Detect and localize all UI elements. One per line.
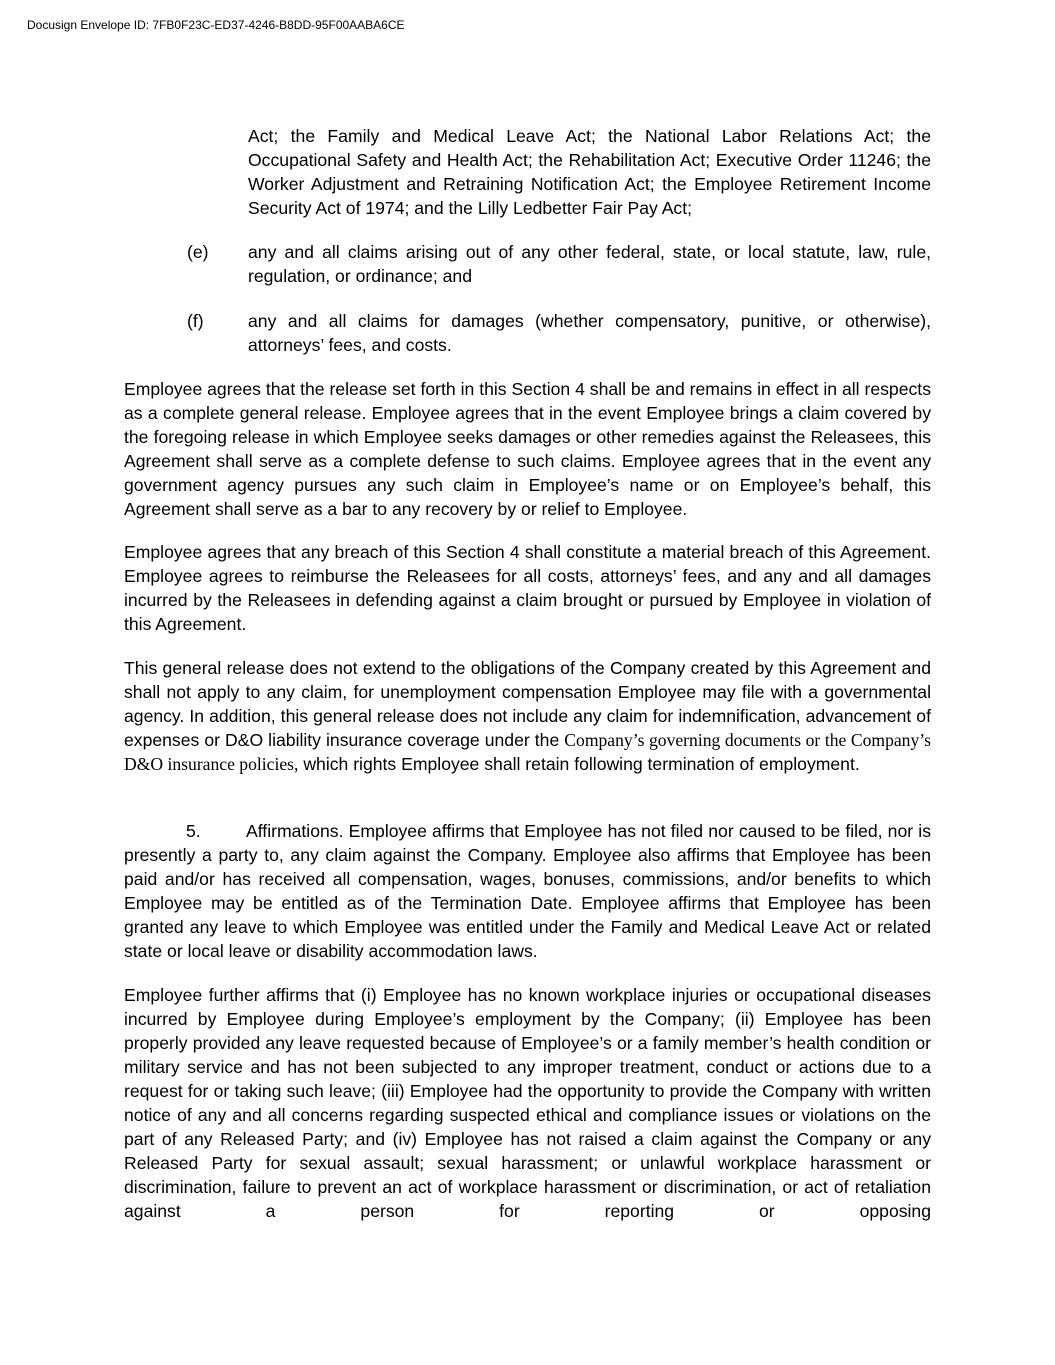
section-number: 5. <box>186 821 201 841</box>
scope-text-part2: which rights Employee shall retain following termination of employment. <box>303 754 860 774</box>
paragraph-further-affirms: Employee further affirms that (i) Employee has no known workplace injuries or occupational diseases incurred by Employee during Employee’s employment by the Company; (ii) Employee has been properly provided any leave requested because of Employee’s or a family member’s health condition or military service and has not been subjected to any improper treatment, conduct or actions due to a request for or taking such leave; (iii) Employee had the opportunity to provide the Company with written notice of any and all concerns regarding suspected ethical and compliance issues or violations on the part of any Released Party; and (iv) Employee has not raised a claim against the Company or any Released Party for sexual assault; sexual harassment; or unlawful workplace harassment or discrimination, failure to prevent an act of workplace harassment or discrimination, or act of retaliation against a person for reporting or opposing <box>124 985 931 1221</box>
section-text: Employee affirms that Employee has not filed nor caused to be filed, nor is presently a party to, any claim against the Company. Employee also affirms that Employee has been paid and/or has received all compensation, wages, bonuses, commissions, and/or benefits to which Employee may be entitled as of the Termination Date. Employee affirms that Employee has been granted any leave to which Employee was entitled under the Family and Medical Leave Act or related state or local leave or disability accommodation laws. <box>124 821 931 961</box>
paragraph-breach: Employee agrees that any breach of this Section 4 shall constitute a material breach of this Agreement. Employee agrees to reimburse the Releasees for all costs, attorneys’ fees, and any and all damages incurred by the Releasees in defending against a claim brought or pursued by Employee in violation of this Agreement. <box>124 542 931 634</box>
scope-text-part1: This general release does not extend to the obligations of the Company created by this Agreement and shall not apply to any claim, for unemployment compensation Employee may file with a governmental agency. In addition, this general release does not include any claim for indemnification, advancement of expenses or D&O liability insurance coverage under the <box>124 658 931 750</box>
section-5-affirmations <box>124 819 931 963</box>
list-item-text: any and all claims for damages (whether compensatory, punitive, or otherwise), attorneys’ fees, and costs. <box>248 311 931 355</box>
docusign-envelope-id: Docusign Envelope ID: 7FB0F23C-ED37-4246-B8DD-95F00AABA6CE <box>27 18 405 32</box>
release-list-continuation: Act; the Family and Medical Leave Act; the National Labor Relations Act; the Occupational Safety and Health Act; the Rehabilitation Act; Executive Order 11246; the Worker Adjustment and Retraining Notification Act; the Employee Retirement Income Security Act of 1974; and the Lilly Ledbetter Fair Pay Act; <box>248 126 931 218</box>
scope-text-serif: Company’s governing documents or the Company’s D&O insurance policies, <box>124 730 932 774</box>
list-item-label: (f) <box>187 311 204 331</box>
list-item-text: any and all claims arising out of any other federal, state, or local statute, law, rule, regulation, or ordinance; and <box>248 242 931 286</box>
section-heading: Affirmations. <box>246 821 344 841</box>
list-item-label: (e) <box>187 242 209 262</box>
paragraph-release-effect: Employee agrees that the release set forth in this Section 4 shall be and remains in effect in all respects as a complete general release. Employee agrees that in the event Employee brings a claim covered by the foregoing release in which Employee seeks damages or other remedies against the Releasees, this Agreement shall serve as a complete defense to such claims. Employee agrees that in the event any government agency pursues any such claim in Employee’s name or on Employee’s behalf, this Agreement shall serve as a bar to any recovery by or relief to Employee. <box>124 379 931 519</box>
paragraph-release-scope <box>124 656 931 776</box>
